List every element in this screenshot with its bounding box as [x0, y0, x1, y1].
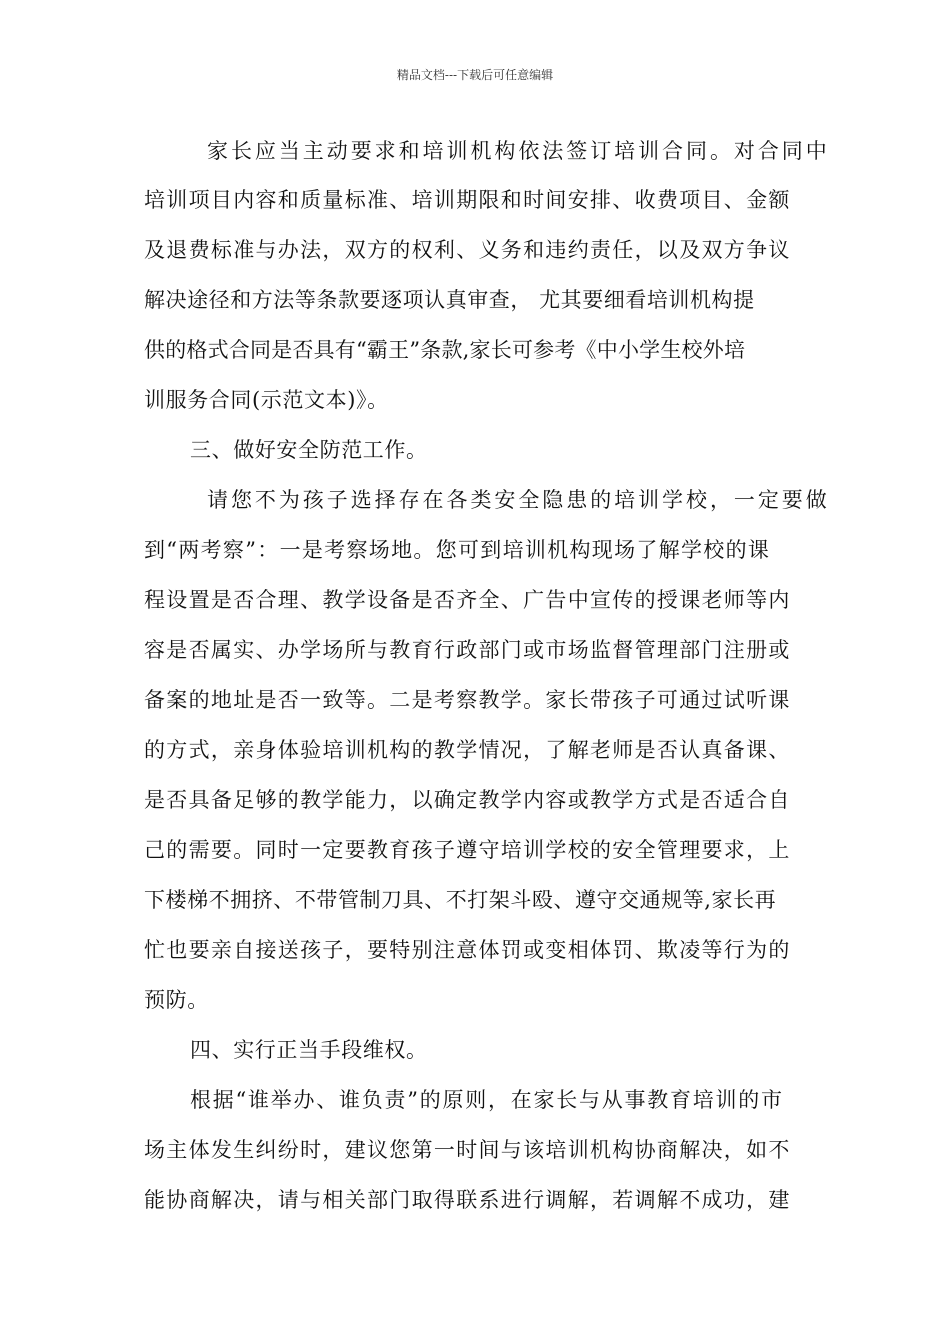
text-line: 能协商解决，请与相关部门取得联系进行调解，若调解不成功，建	[144, 1188, 791, 1212]
text-line: 训服务合同(示范文本)》。	[144, 388, 389, 412]
text-line: 容是否属实、办学场所与教育行政部门或市场监督管理部门注册或	[144, 638, 791, 662]
text-line: 根据“谁举办、谁负责”的原则，在家长与从事教育培训的市	[190, 1088, 784, 1112]
text-line: 备案的地址是否一致等。二是考察教学。家长带孩子可通过试听课	[144, 688, 791, 712]
text-line: 忙也要亲自接送孩子，要特别注意体罚或变相体罚、欺凌等行为的	[144, 938, 791, 962]
text-line: 三、做好安全防范工作。	[190, 438, 428, 462]
text-line: 培训项目内容和质量标准、培训期限和时间安排、收费项目、金额	[144, 188, 791, 212]
text-line: 四、实行正当手段维权。	[190, 1038, 428, 1062]
text-line: 家长应当主动要求和培训机构依法签订培训合同。对合同中	[207, 139, 830, 163]
text-line: 己的需要。同时一定要教育孩子遵守培训学校的安全管理要求，上	[144, 838, 791, 862]
text-line: 及退费标准与办法，双方的权利、义务和违约责任，以及双方争议	[144, 238, 791, 262]
text-line: 预防。	[144, 988, 209, 1012]
text-line: 供的格式合同是否具有“霸王”条款,家长可参考《中小学生校外培	[144, 338, 746, 362]
text-line: 的方式，亲身体验培训机构的教学情况，了解老师是否认真备课、	[144, 738, 791, 762]
page-header: 精品文档---下载后可任意编辑	[396, 68, 554, 82]
text-line: 请您不为孩子选择存在各类安全隐患的培训学校，一定要做	[207, 488, 830, 512]
text-line: 场主体发生纠纷时，建议您第一时间与该培训机构协商解决，如不	[144, 1138, 791, 1162]
text-line: 到“两考察”：一是考察场地。您可到培训机构现场了解学校的课	[144, 538, 771, 562]
text-line: 程设置是否合理、教学设备是否齐全、广告中宣传的授课老师等内	[144, 588, 791, 612]
text-line: 下楼梯不拥挤、不带管制刀具、不打架斗殴、遵守交通规等,家长再	[144, 888, 777, 912]
text-line: 解决途径和方法等条款要逐项认真审查， 尤其要细看培训机构提	[144, 288, 755, 312]
text-line: 是否具备足够的教学能力，以确定教学内容或教学方式是否适合自	[144, 788, 791, 812]
